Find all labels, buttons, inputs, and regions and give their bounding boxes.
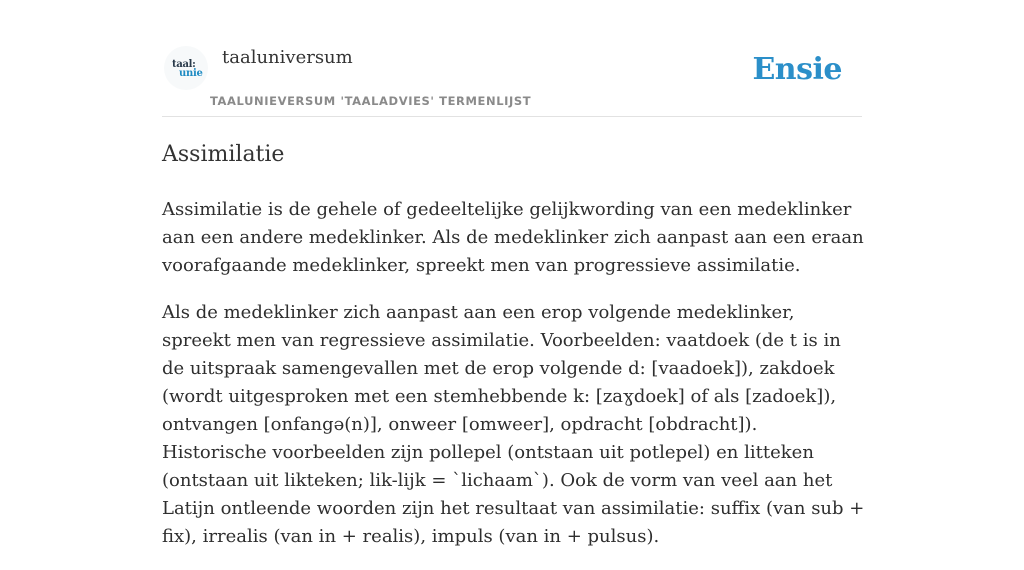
ensie-logo[interactable]: Ensie: [752, 52, 842, 87]
site-name-link[interactable]: taaluniversum: [222, 47, 353, 68]
logo-text-unie: unie: [179, 68, 203, 79]
site-header: [162, 0, 862, 117]
source-subtitle[interactable]: TAALUNIEVERSUM 'TAALADVIES' TERMENLIJST: [210, 94, 532, 108]
article-paragraph-1: Assimilatie is de gehele of gedeeltelijke gelijkwording van een medeklinker aan een andere medeklinker. Als de medeklinker zich aanpast aan een eraan voorafgaande medeklinker, spreekt men van progressieve assimilatie.: [162, 199, 864, 276]
article-title: Assimilatie: [162, 142, 285, 167]
article-content: [162, 138, 866, 570]
article-paragraph-2: Als de medeklinker zich aanpast aan een erop volgende medeklinker, spreekt men van regressieve assimilatie. Voorbeelden: vaatdoek (de t is in de uitspraak samengevallen met de erop volgende d: [vaadoek]), zakdoek (wordt uitgesproken met een stemhebbende k: [zaɣdoek] of als [zadoek]), ontvangen [onfangə(n)], onweer [omweer], opdracht [obdracht]). Historische voorbeelden zijn pollepel (ontstaan uit potlepel) en litteken (ontstaan uit likteken; lik-lijk = `lichaam`). Ook de vorm van veel aan het Latijn ontleende woorden zijn het resultaat van assimilatie: suffix (van sub + fix), irrealis (van in + realis), impuls (van in + pulsus).: [162, 302, 865, 547]
logo-text-taal: taal:: [172, 59, 196, 70]
taalunie-logo[interactable]: [164, 46, 208, 90]
